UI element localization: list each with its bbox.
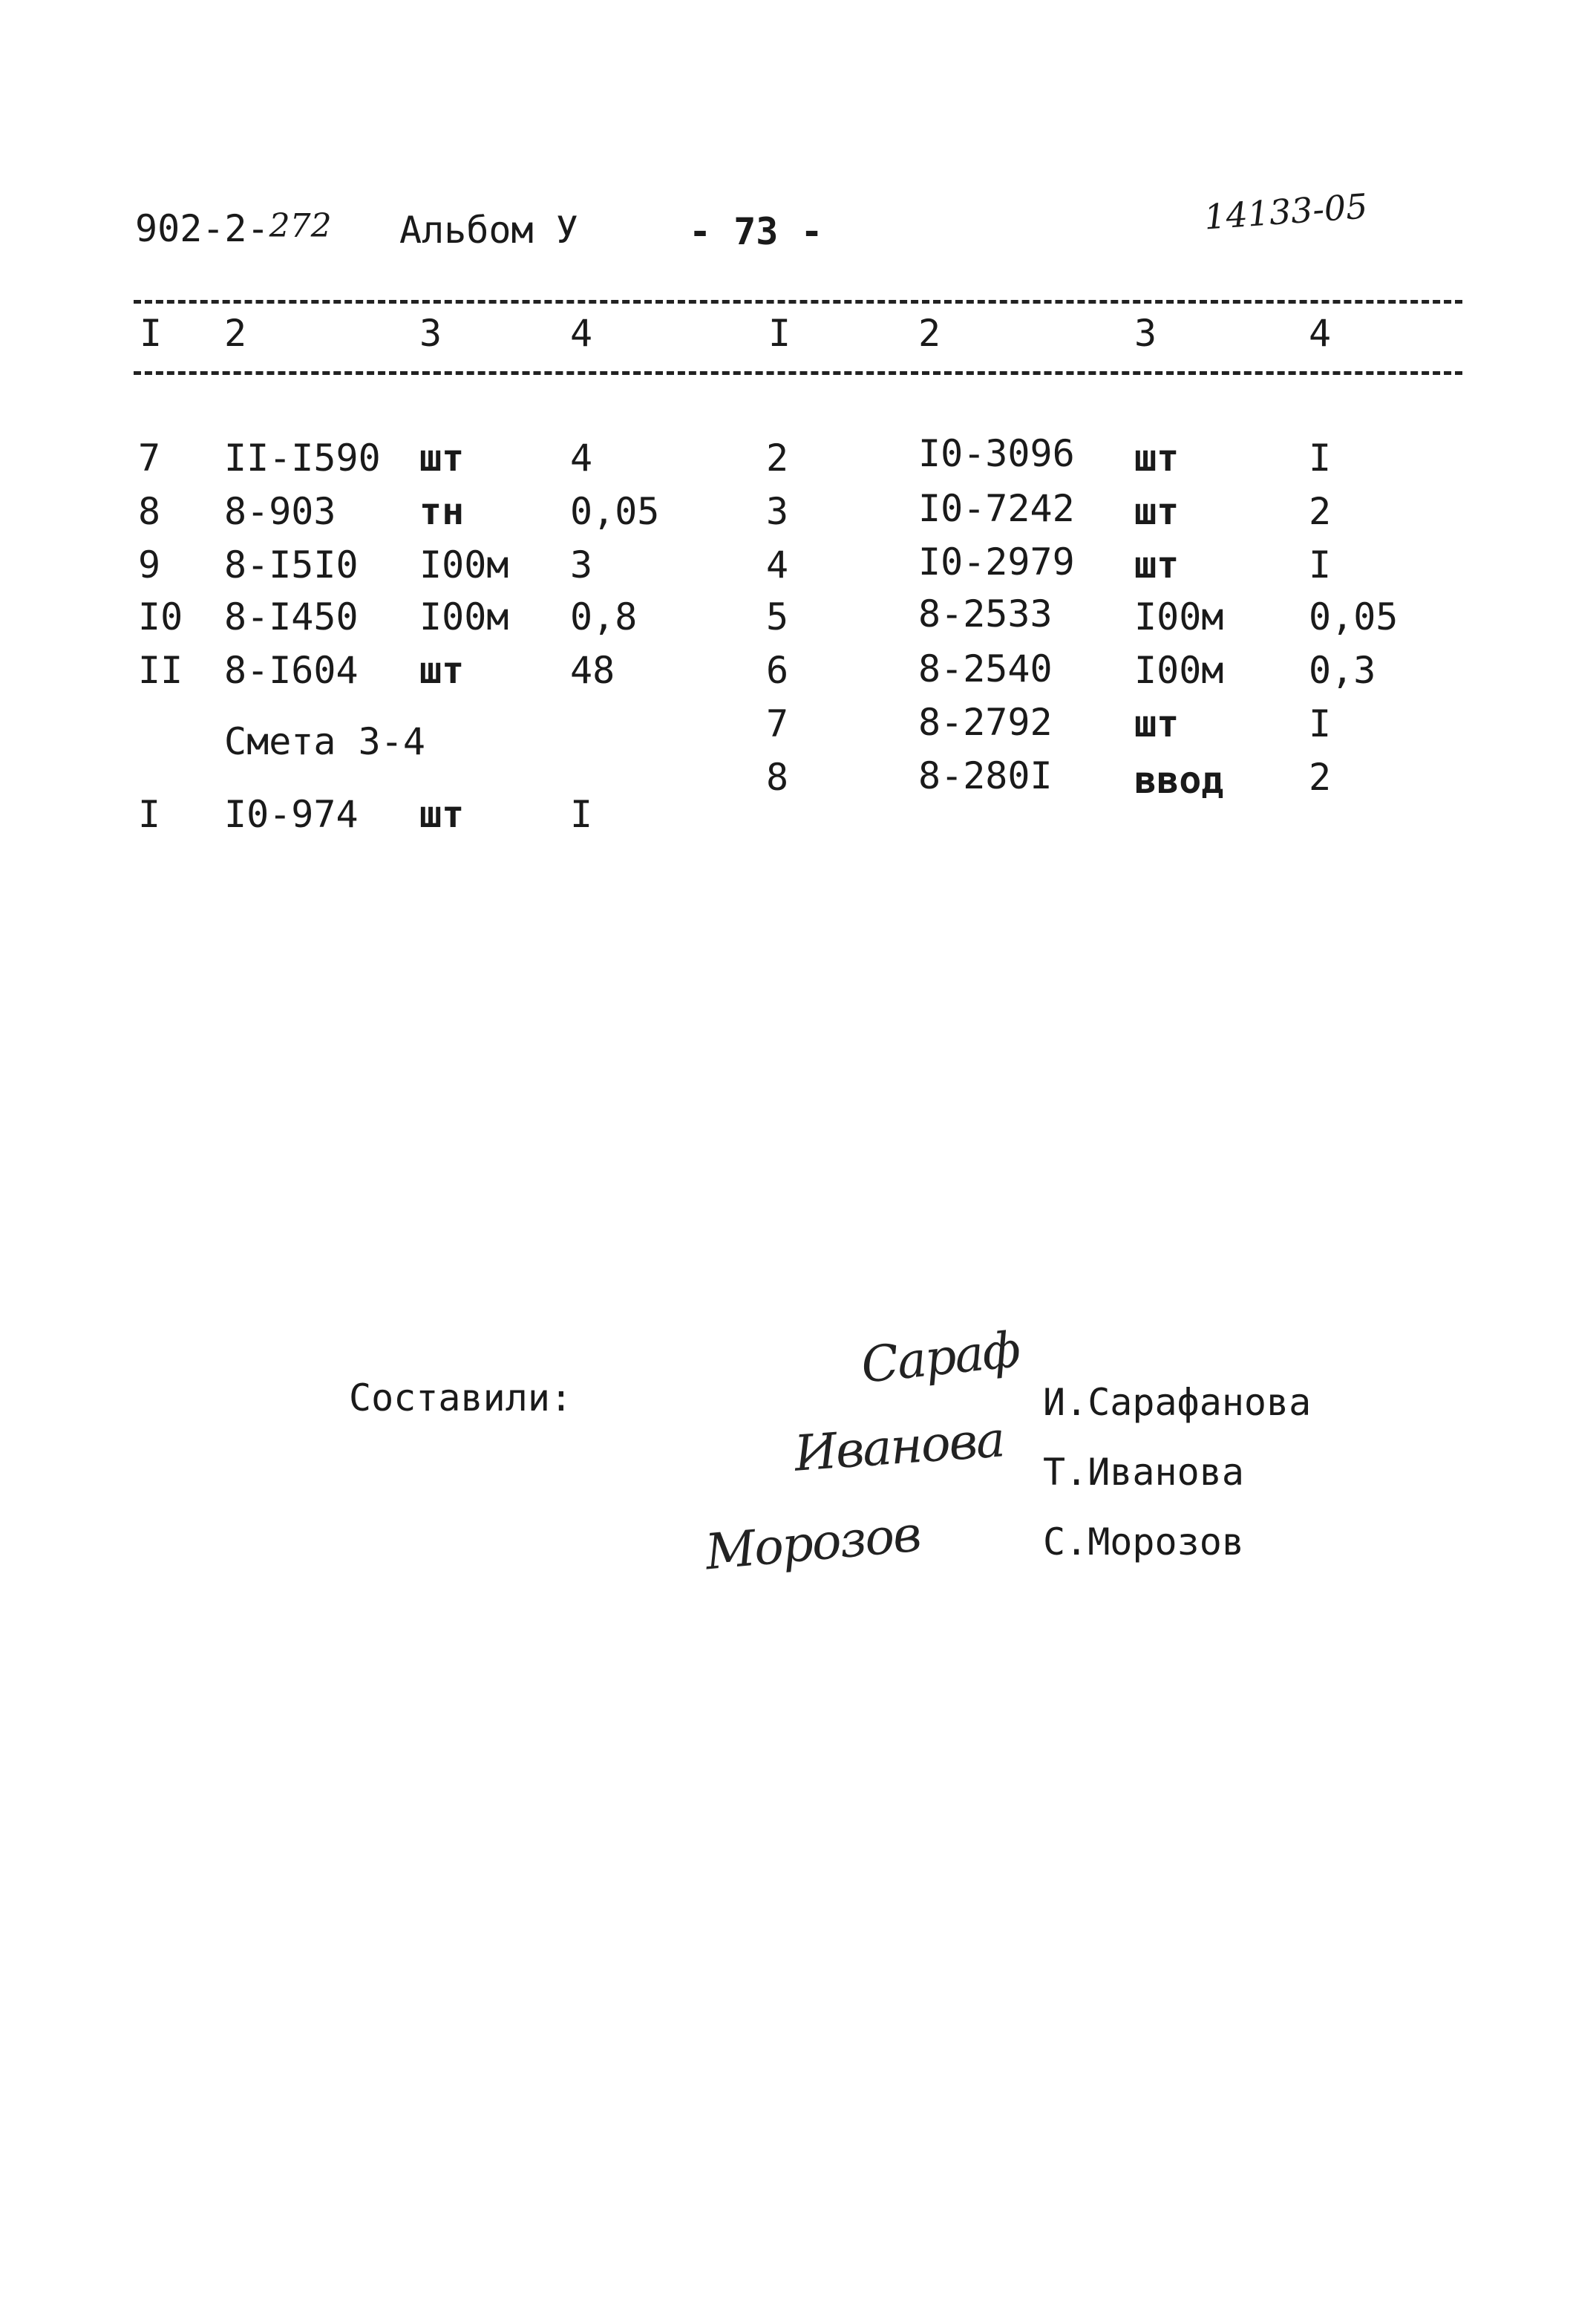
document-code [135,207,332,250]
cell-unit: I00м [419,543,509,586]
document-code-prefix: 902-2- [135,207,269,250]
cell-quantity: 48 [570,649,615,692]
cell-quantity: 0,05 [570,490,660,533]
cell-code: 8-2792 [918,701,1053,744]
cell-number: 9 [138,543,161,586]
cell-unit: шт [419,649,465,692]
cell-number: 5 [766,595,789,638]
cell-unit: шт [1134,490,1180,533]
cell-code: I0-7242 [918,487,1075,530]
header-right-col1: I [768,312,791,355]
section-title: Смета 3-4 [224,720,425,763]
cell-code: 8-280I [918,754,1053,797]
header-left-col1: I [140,312,163,355]
cell-code: I0-2979 [918,540,1075,584]
signature-1: Сараф [858,1321,1022,1394]
cell-code: 8-2540 [918,647,1053,690]
cell-code: 8-I604 [224,649,359,692]
signatory-3: С.Морозов [1043,1520,1244,1564]
cell-number: II [138,649,183,692]
cell-quantity: I [1309,437,1332,480]
header-right-col3: 3 [1134,312,1157,355]
cell-code: II-I590 [224,437,381,480]
cell-unit: ввод [1134,759,1224,802]
cell-quantity: 2 [1309,756,1332,799]
cell-code: 8-903 [224,490,336,533]
signatory-2: Т.Иванова [1043,1451,1244,1494]
cell-quantity: 0,8 [570,595,638,638]
cell-code: 8-I5I0 [224,543,359,586]
signatory-1: И.Сарафанова [1043,1381,1312,1424]
cell-quantity: I [1309,543,1332,586]
cell-quantity: 2 [1309,490,1332,533]
cell-unit: I00м [419,595,509,638]
cell-quantity: 0,3 [1309,649,1376,692]
header-left-col3: 3 [419,312,442,355]
cell-unit: I00м [1134,595,1224,638]
cell-quantity: 4 [570,437,593,480]
cell-number: 4 [766,543,789,586]
cell-unit: шт [1134,702,1180,745]
table-header-rule [134,371,1462,375]
cell-unit: I00м [1134,649,1224,692]
cell-quantity: I [1309,702,1332,745]
cell-quantity: I [570,793,593,836]
cell-number: 8 [766,756,789,799]
table-top-rule [134,300,1462,304]
cell-number: I0 [138,595,183,638]
cell-unit: шт [419,793,465,836]
cell-number: 8 [138,490,161,533]
cell-unit: шт [419,437,465,480]
header-left-col2: 2 [224,312,247,355]
cell-unit: шт [1134,543,1180,586]
cell-number: 7 [766,702,789,745]
cell-number: 3 [766,490,789,533]
album-title: Альбом У [399,209,578,252]
cell-code: 8-2533 [918,592,1053,635]
cell-code: I0-974 [224,793,359,836]
header-left-col4: 4 [570,312,593,355]
signature-2: Иванова [792,1411,1006,1483]
cell-unit: тн [419,490,465,533]
cell-quantity: 3 [570,543,593,586]
cell-number: 7 [138,437,161,480]
cell-unit: шт [1134,437,1180,480]
document-code-suffix: 272 [269,207,332,245]
cell-number: I [138,793,161,836]
header-right-col2: 2 [918,312,941,355]
cell-code: I0-3096 [918,432,1075,475]
signature-3: Морозов [703,1505,923,1581]
cell-code: 8-I450 [224,595,359,638]
cell-number: 2 [766,437,789,480]
cell-number: 6 [766,649,789,692]
compiled-by-label: Составили: [349,1376,573,1419]
cell-quantity: 0,05 [1309,595,1399,638]
archive-stamp: 14133-05 [1203,186,1370,238]
header-right-col4: 4 [1309,312,1332,355]
page-number: - 73 - [689,210,823,253]
